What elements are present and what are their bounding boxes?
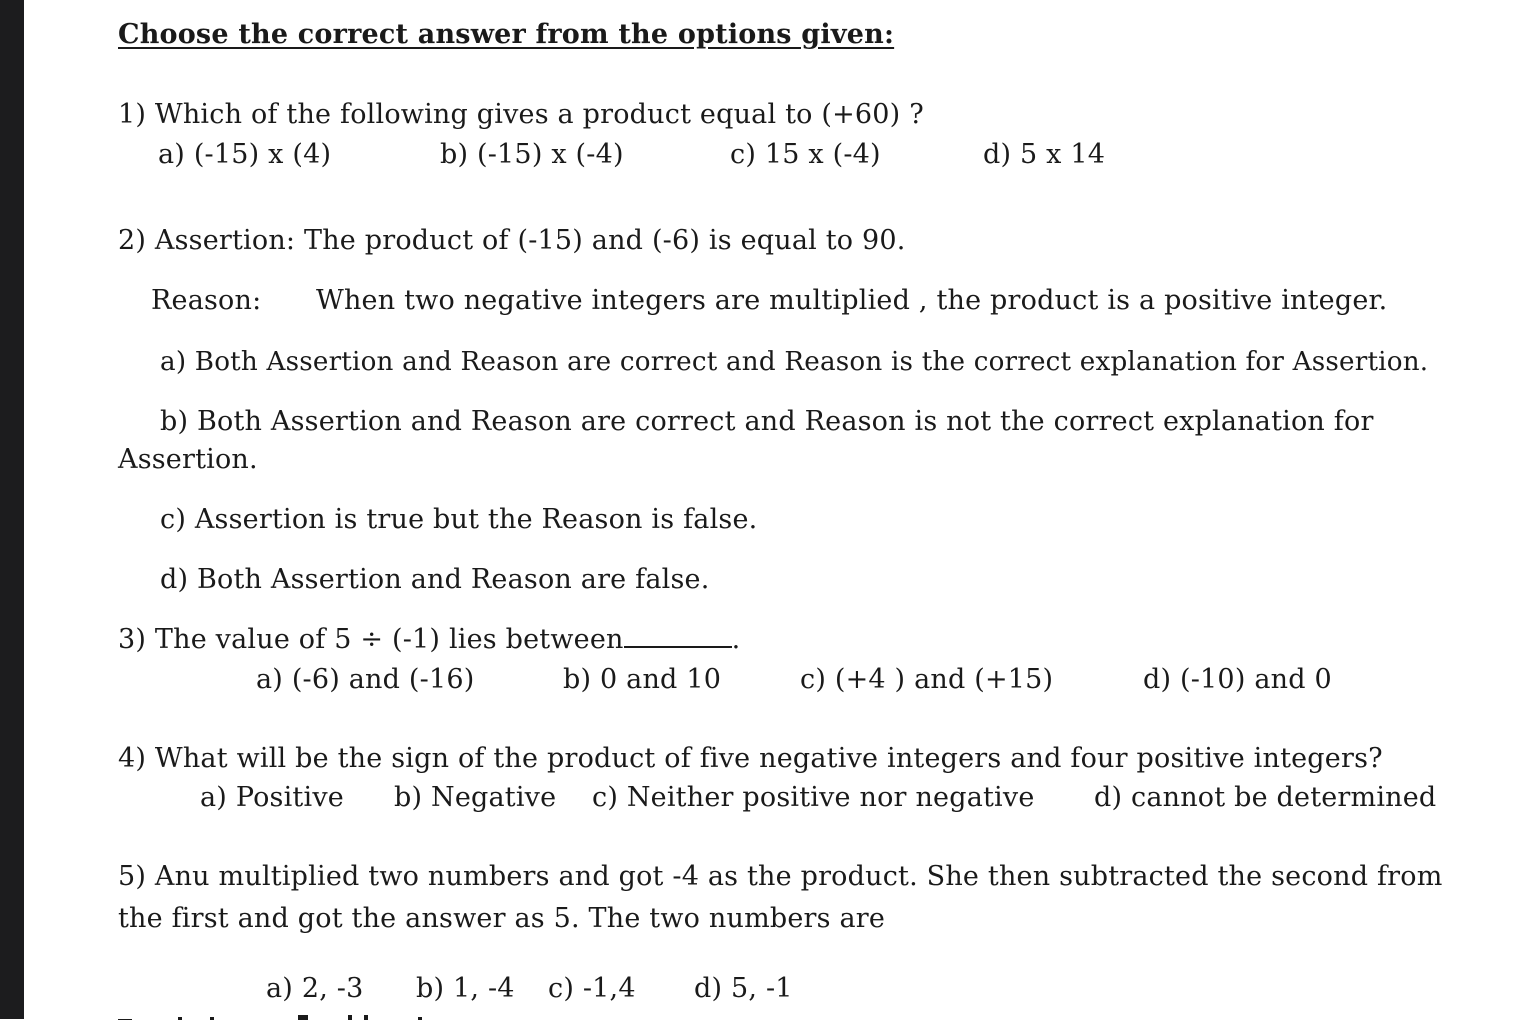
- q1-option-a[interactable]: a) (-15) x (4): [158, 139, 332, 170]
- q5-option-d[interactable]: d) 5, -1: [694, 973, 793, 1004]
- q3-question-end: .: [731, 624, 741, 655]
- cut-off-next-line: [118, 1008, 478, 1020]
- q3-option-d[interactable]: d) (-10) and 0: [1143, 664, 1332, 695]
- q5-question-line1: 5) Anu multiplied two numbers and got -4 as the product. She then subtracted the second from: [118, 861, 1443, 892]
- left-edge-bar: [0, 0, 24, 1019]
- q2-assertion: 2) Assertion: The product of (-15) and (-6) is equal to 90.: [118, 225, 906, 256]
- q2-option-b-line1[interactable]: b) Both Assertion and Reason are correct and Reason is not the correct explanation for: [160, 406, 1374, 437]
- q4-option-a[interactable]: a) Positive: [200, 782, 344, 813]
- q1-option-b[interactable]: b) (-15) x (-4): [440, 139, 624, 170]
- q2-option-c[interactable]: c) Assertion is true but the Reason is false.: [160, 504, 758, 535]
- q3-option-b[interactable]: b) 0 and 10: [563, 664, 722, 695]
- q4-option-b[interactable]: b) Negative: [394, 782, 557, 813]
- q5-option-a[interactable]: a) 2, -3: [266, 973, 364, 1004]
- q2-option-b-line2[interactable]: Assertion.: [118, 444, 258, 475]
- q5-option-b[interactable]: b) 1, -4: [416, 973, 515, 1004]
- q3-option-a[interactable]: a) (-6) and (-16): [256, 664, 475, 695]
- q3-answer-blank[interactable]: [624, 626, 732, 648]
- q2-reason-text: When two negative integers are multiplied , the product is a positive integer.: [316, 285, 1388, 316]
- q4-option-c[interactable]: c) Neither positive nor negative: [592, 782, 1035, 813]
- q5-question-line2: the first and got the answer as 5. The two numbers are: [118, 903, 886, 934]
- q4-option-d[interactable]: d) cannot be determined: [1094, 782, 1437, 813]
- q1-option-d[interactable]: d) 5 x 14: [983, 139, 1106, 170]
- q2-option-d[interactable]: d) Both Assertion and Reason are false.: [160, 564, 710, 595]
- q2-option-a[interactable]: a) Both Assertion and Reason are correct and Reason is the correct explanation for Assertion.: [160, 347, 1429, 377]
- q1-option-c[interactable]: c) 15 x (-4): [730, 139, 881, 170]
- q4-question: 4) What will be the sign of the product of five negative integers and four positive integers?: [118, 743, 1383, 774]
- q3-option-c[interactable]: c) (+4 ) and (+15): [800, 664, 1054, 695]
- q2-reason-label: Reason:: [151, 285, 262, 316]
- q5-option-c[interactable]: c) -1,4: [548, 973, 636, 1004]
- page-heading: Choose the correct answer from the options given:: [118, 19, 895, 50]
- q3-question: [118, 623, 740, 657]
- q3-question-text: 3) The value of 5 ÷ (-1) lies between: [118, 624, 624, 655]
- q1-question: 1) Which of the following gives a product equal to (+60) ?: [118, 99, 924, 130]
